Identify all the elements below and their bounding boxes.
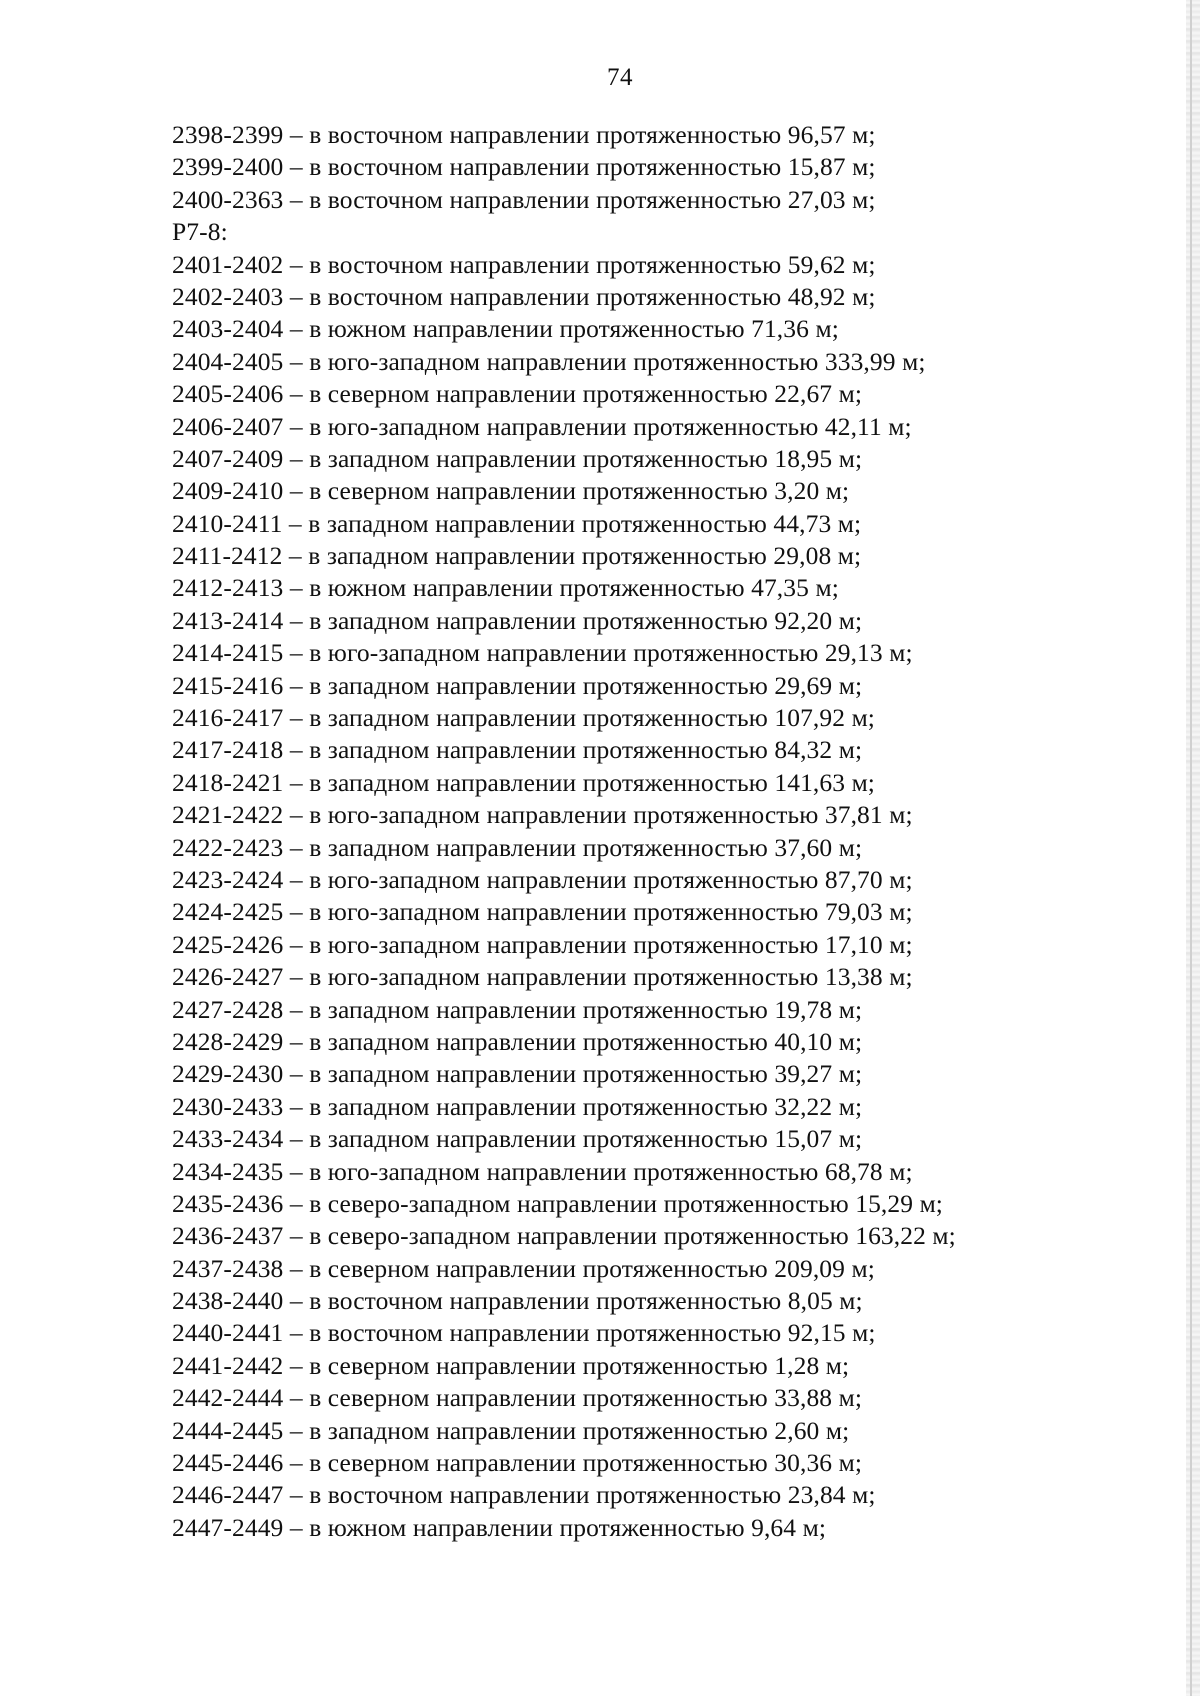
list-item: 2404-2405 – в юго-западном направлении протяженностью 333,99 м; [172,346,926,376]
list-item: 2421-2422 – в юго-западном направлении протяженностью 37,81 м; [172,800,913,830]
list-item: 2426-2427 – в юго-западном направлении протяженностью 13,38 м; [172,962,913,992]
list-item: 2407-2409 – в западном направлении протяженностью 18,95 м; [172,443,863,473]
list-item: 2406-2407 – в юго-западном направлении протяженностью 42,11 м; [172,411,912,441]
scan-edge-line [1190,0,1192,1696]
list-item: 2399-2400 – в восточном направлении протяженностью 15,87 м; [172,152,876,182]
list-item: 2422-2423 – в западном направлении протяженностью 37,60 м; [172,832,863,862]
list-item: 2413-2414 – в западном направлении протяженностью 92,20 м; [172,605,863,635]
boundary-description-list [172,119,1072,1544]
list-item: 2409-2410 – в северном направлении протяженностью 3,20 м; [172,476,850,506]
list-item: 2427-2428 – в западном направлении протяженностью 19,78 м; [172,994,863,1024]
list-item: 2433-2434 – в западном направлении протяженностью 15,07 м; [172,1124,863,1154]
list-item: 2446-2447 – в восточном направлении протяженностью 23,84 м; [172,1480,876,1510]
list-item: 2429-2430 – в западном направлении протяженностью 39,27 м; [172,1059,863,1089]
scan-edge-artifact [1186,0,1200,1696]
list-item: 2403-2404 – в южном направлении протяженностью 71,36 м; [172,314,839,344]
list-item: 2411-2412 – в западном направлении протяженностью 29,08 м; [172,541,862,571]
list-item: 2430-2433 – в западном направлении протяженностью 32,22 м; [172,1091,863,1121]
list-item: 2412-2413 – в южном направлении протяженностью 47,35 м; [172,573,839,603]
list-item: 2414-2415 – в юго-западном направлении протяженностью 29,13 м; [172,638,913,668]
list-item: 2434-2435 – в юго-западном направлении протяженностью 68,78 м; [172,1156,913,1186]
list-item: 2425-2426 – в юго-западном направлении протяженностью 17,10 м; [172,929,913,959]
list-item: 2418-2421 – в западном направлении протяженностью 141,63 м; [172,767,875,797]
list-item: 2441-2442 – в северном направлении протяженностью 1,28 м; [172,1350,850,1380]
list-item: 2417-2418 – в западном направлении протяженностью 84,32 м; [172,735,863,765]
list-item: 2402-2403 – в восточном направлении протяженностью 48,92 м; [172,281,876,311]
list-item: 2416-2417 – в западном направлении протяженностью 107,92 м; [172,703,875,733]
list-item: 2401-2402 – в восточном направлении протяженностью 59,62 м; [172,249,876,279]
list-item: 2437-2438 – в северном направлении протяженностью 209,09 м; [172,1253,875,1283]
list-item: 2435-2436 – в северо-западном направлении протяженностью 15,29 м; [172,1188,943,1218]
list-item: 2405-2406 – в северном направлении протяженностью 22,67 м; [172,379,863,409]
page-number: 74 [607,64,633,91]
list-item: 2423-2424 – в юго-западном направлении протяженностью 87,70 м; [172,864,913,894]
list-item: 2447-2449 – в южном направлении протяженностью 9,64 м; [172,1512,827,1542]
list-item: 2428-2429 – в западном направлении протяженностью 40,10 м; [172,1026,863,1056]
list-item: 2444-2445 – в западном направлении протяженностью 2,60 м; [172,1415,850,1445]
list-item: 2436-2437 – в северо-западном направлении протяженностью 163,22 м; [172,1221,956,1251]
list-item: 2445-2446 – в северном направлении протяженностью 30,36 м; [172,1448,863,1478]
list-item: 2410-2411 – в западном направлении протяженностью 44,73 м; [172,508,862,538]
list-item: 2398-2399 – в восточном направлении протяженностью 96,57 м; [172,120,876,149]
list-item: 2442-2444 – в северном направлении протяженностью 33,88 м; [172,1383,863,1413]
list-item: 2438-2440 – в восточном направлении протяженностью 8,05 м; [172,1286,863,1316]
list-item: 2400-2363 – в восточном направлении протяженностью 27,03 м; [172,184,876,214]
list-item: 2440-2441 – в восточном направлении протяженностью 92,15 м; [172,1318,876,1348]
section-heading: Р7-8: [172,217,228,247]
list-item: 2424-2425 – в юго-западном направлении протяженностью 79,03 м; [172,897,913,927]
list-item: 2415-2416 – в западном направлении протяженностью 29,69 м; [172,670,863,700]
